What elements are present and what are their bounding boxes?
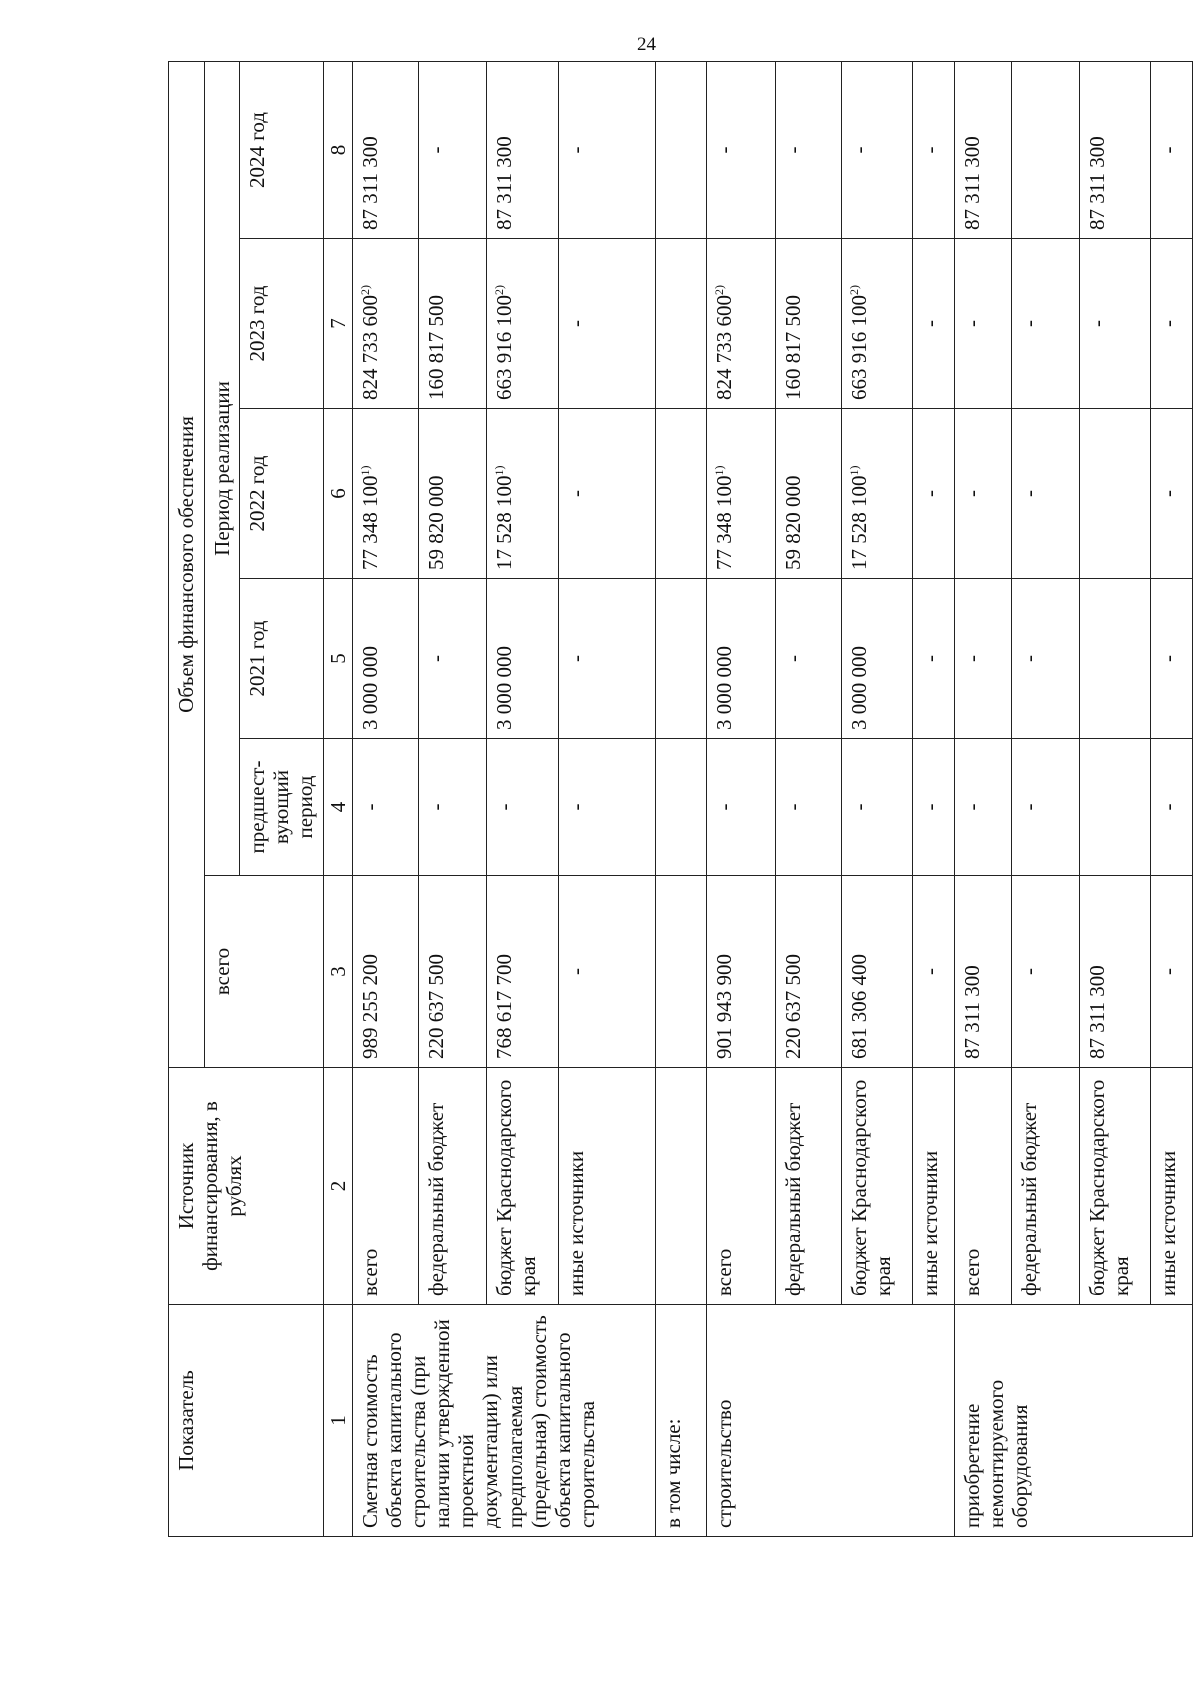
- value: -: [1155, 490, 1180, 497]
- value: -: [917, 490, 942, 497]
- value: -: [1084, 320, 1109, 327]
- total-cell: 87 311 300: [1079, 876, 1150, 1068]
- y2021-cell: -: [954, 579, 1012, 739]
- y2021-cell: 3 000 000: [352, 579, 419, 739]
- total-cell: 768 617 700: [486, 876, 558, 1068]
- value: -: [959, 490, 984, 497]
- footnote-mark: 1): [712, 465, 727, 476]
- y2023-cell: [1079, 239, 1150, 409]
- source-cell: федеральный бюджет: [1012, 1068, 1079, 1305]
- y2022-cell: [1079, 409, 1150, 579]
- y2024-cell: 87 311 300: [954, 61, 1012, 238]
- value: 160 817 500: [424, 295, 449, 400]
- y2023-cell: [707, 239, 775, 409]
- y2021-cell: 3 000 000: [707, 579, 775, 739]
- source-cell: федеральный бюджет: [419, 1068, 487, 1305]
- header-2023: 2023 год: [240, 239, 323, 409]
- source-cell: иные источники: [558, 1068, 655, 1305]
- previous-cell: -: [775, 739, 841, 876]
- value: 17 528 100: [846, 475, 871, 570]
- col-number: 2: [323, 1068, 352, 1305]
- y2023-cell: [352, 239, 419, 409]
- value: 824 733 600: [357, 295, 382, 400]
- source-cell: федеральный бюджет: [775, 1068, 841, 1305]
- y2024-cell: 87 311 300: [486, 61, 558, 238]
- header-row-1: [169, 61, 205, 1536]
- source-cell: бюджет Краснодарского края: [841, 1068, 912, 1305]
- footnote-mark: 1): [357, 465, 372, 476]
- y2021-cell: -: [912, 579, 954, 739]
- total-cell: 901 943 900: [707, 876, 775, 1068]
- footnote-mark: 2): [712, 285, 727, 295]
- financing-table: [168, 61, 1193, 1537]
- col-number: 3: [323, 876, 352, 1068]
- value: -: [1017, 320, 1042, 327]
- previous-cell: -: [352, 739, 419, 876]
- header-period: Период реализации: [205, 61, 240, 875]
- previous-cell: -: [486, 739, 558, 876]
- y2022-cell: [912, 409, 954, 579]
- previous-cell: -: [558, 739, 655, 876]
- y2023-cell: [775, 239, 841, 409]
- empty-cell: [655, 409, 707, 579]
- y2024-cell: -: [912, 61, 954, 238]
- previous-cell: -: [1012, 739, 1079, 876]
- header-2021: 2021 год: [240, 579, 323, 739]
- empty-cell: [655, 876, 707, 1068]
- indicator-equipment: приобретение немонтируемого оборудования: [954, 1305, 1192, 1537]
- value: -: [563, 490, 588, 497]
- y2021-cell: -: [1150, 579, 1192, 739]
- table-row: [954, 61, 1012, 1536]
- source-cell: иные источники: [1150, 1068, 1192, 1305]
- table-row: [352, 61, 419, 1536]
- total-cell: -: [912, 876, 954, 1068]
- col-number: 4: [323, 739, 352, 876]
- y2022-cell: [558, 409, 655, 579]
- header-indicator: Показатель: [169, 1305, 324, 1537]
- page-number: 24: [637, 34, 656, 55]
- y2023-cell: [841, 239, 912, 409]
- total-cell: -: [1012, 876, 1079, 1068]
- value: 77 348 100: [357, 475, 382, 570]
- y2022-cell: [419, 409, 487, 579]
- value: 160 817 500: [780, 295, 805, 400]
- y2022-cell: [707, 409, 775, 579]
- source-cell: всего: [352, 1068, 419, 1305]
- y2022-cell: [775, 409, 841, 579]
- indicator-construction: строительство: [707, 1305, 955, 1537]
- y2024-cell: 87 311 300: [352, 61, 419, 238]
- value: -: [917, 320, 942, 327]
- previous-cell: -: [954, 739, 1012, 876]
- y2022-cell: [352, 409, 419, 579]
- y2022-cell: [486, 409, 558, 579]
- footnote-mark: 2): [491, 285, 506, 295]
- y2021-cell: -: [1012, 579, 1079, 739]
- y2024-cell: -: [419, 61, 487, 238]
- empty-cell: [655, 61, 707, 238]
- footnote-mark: 1): [846, 465, 861, 476]
- header-previous: предшест-вующий период: [240, 739, 323, 876]
- y2024-cell: -: [1150, 61, 1192, 238]
- y2021-cell: [1079, 579, 1150, 739]
- header-total: всего: [205, 876, 324, 1068]
- previous-cell: -: [912, 739, 954, 876]
- y2022-cell: [1012, 409, 1079, 579]
- source-cell: всего: [707, 1068, 775, 1305]
- indicator-including: в том числе:: [655, 1305, 707, 1537]
- column-numbers-row: [323, 61, 352, 1536]
- y2024-cell: -: [775, 61, 841, 238]
- header-volume: Объем финансового обеспечения: [169, 61, 205, 1067]
- y2024-cell: 87 311 300: [1079, 61, 1150, 238]
- empty-cell: [655, 1068, 707, 1305]
- total-cell: -: [558, 876, 655, 1068]
- y2024-cell: -: [558, 61, 655, 238]
- previous-cell: -: [841, 739, 912, 876]
- y2023-cell: [912, 239, 954, 409]
- total-cell: 220 637 500: [419, 876, 487, 1068]
- y2022-cell: [841, 409, 912, 579]
- value: 663 916 100: [846, 295, 871, 400]
- total-cell: 220 637 500: [775, 876, 841, 1068]
- col-number: 8: [323, 61, 352, 238]
- value: 59 820 000: [780, 475, 805, 570]
- table-row: [655, 61, 707, 1536]
- value: 17 528 100: [491, 475, 516, 570]
- previous-cell: -: [707, 739, 775, 876]
- value: -: [1017, 490, 1042, 497]
- y2024-cell: [1012, 61, 1079, 238]
- y2024-cell: -: [841, 61, 912, 238]
- value: 59 820 000: [424, 475, 449, 570]
- footnote-mark: 1): [491, 465, 506, 476]
- value: -: [563, 320, 588, 327]
- footnote-mark: 2): [357, 285, 372, 295]
- col-number: 7: [323, 239, 352, 409]
- total-cell: 87 311 300: [954, 876, 1012, 1068]
- source-cell: иные источники: [912, 1068, 954, 1305]
- value: -: [959, 320, 984, 327]
- col-number: 5: [323, 579, 352, 739]
- value: 824 733 600: [712, 295, 737, 400]
- value: 77 348 100: [712, 475, 737, 570]
- empty-cell: [655, 239, 707, 409]
- y2024-cell: -: [707, 61, 775, 238]
- previous-cell: -: [419, 739, 487, 876]
- y2023-cell: [1012, 239, 1079, 409]
- y2021-cell: 3 000 000: [486, 579, 558, 739]
- source-cell: бюджет Краснодарского края: [1079, 1068, 1150, 1305]
- y2023-cell: [1150, 239, 1192, 409]
- y2023-cell: [558, 239, 655, 409]
- total-cell: 989 255 200: [352, 876, 419, 1068]
- y2021-cell: -: [558, 579, 655, 739]
- previous-cell: [1079, 739, 1150, 876]
- header-2022: 2022 год: [240, 409, 323, 579]
- y2021-cell: 3 000 000: [841, 579, 912, 739]
- col-number: 6: [323, 409, 352, 579]
- y2023-cell: [419, 239, 487, 409]
- total-cell: -: [1150, 876, 1192, 1068]
- header-source: Источник финансирования, в рублях: [169, 1068, 324, 1305]
- y2021-cell: -: [775, 579, 841, 739]
- footnote-mark: 2): [846, 285, 861, 295]
- value: 663 916 100: [491, 295, 516, 400]
- empty-cell: [655, 739, 707, 876]
- total-cell: 681 306 400: [841, 876, 912, 1068]
- source-cell: всего: [954, 1068, 1012, 1305]
- source-cell: бюджет Краснодарского края: [486, 1068, 558, 1305]
- header-2024: 2024 год: [240, 61, 323, 238]
- previous-cell: -: [1150, 739, 1192, 876]
- y2023-cell: [954, 239, 1012, 409]
- y2021-cell: -: [419, 579, 487, 739]
- y2022-cell: [1150, 409, 1192, 579]
- col-number: 1: [323, 1305, 352, 1537]
- table-row: [707, 61, 775, 1536]
- y2022-cell: [954, 409, 1012, 579]
- value: -: [1155, 320, 1180, 327]
- indicator-estimated-cost: Сметная стоимость объекта капитального строительства (при наличии утвержденной проектной документации) или предполагаемая (предельная) стоимость объекта капитального строительства: [352, 1305, 655, 1537]
- empty-cell: [655, 579, 707, 739]
- y2023-cell: [486, 239, 558, 409]
- rotated-table-wrapper: [168, 62, 1193, 1537]
